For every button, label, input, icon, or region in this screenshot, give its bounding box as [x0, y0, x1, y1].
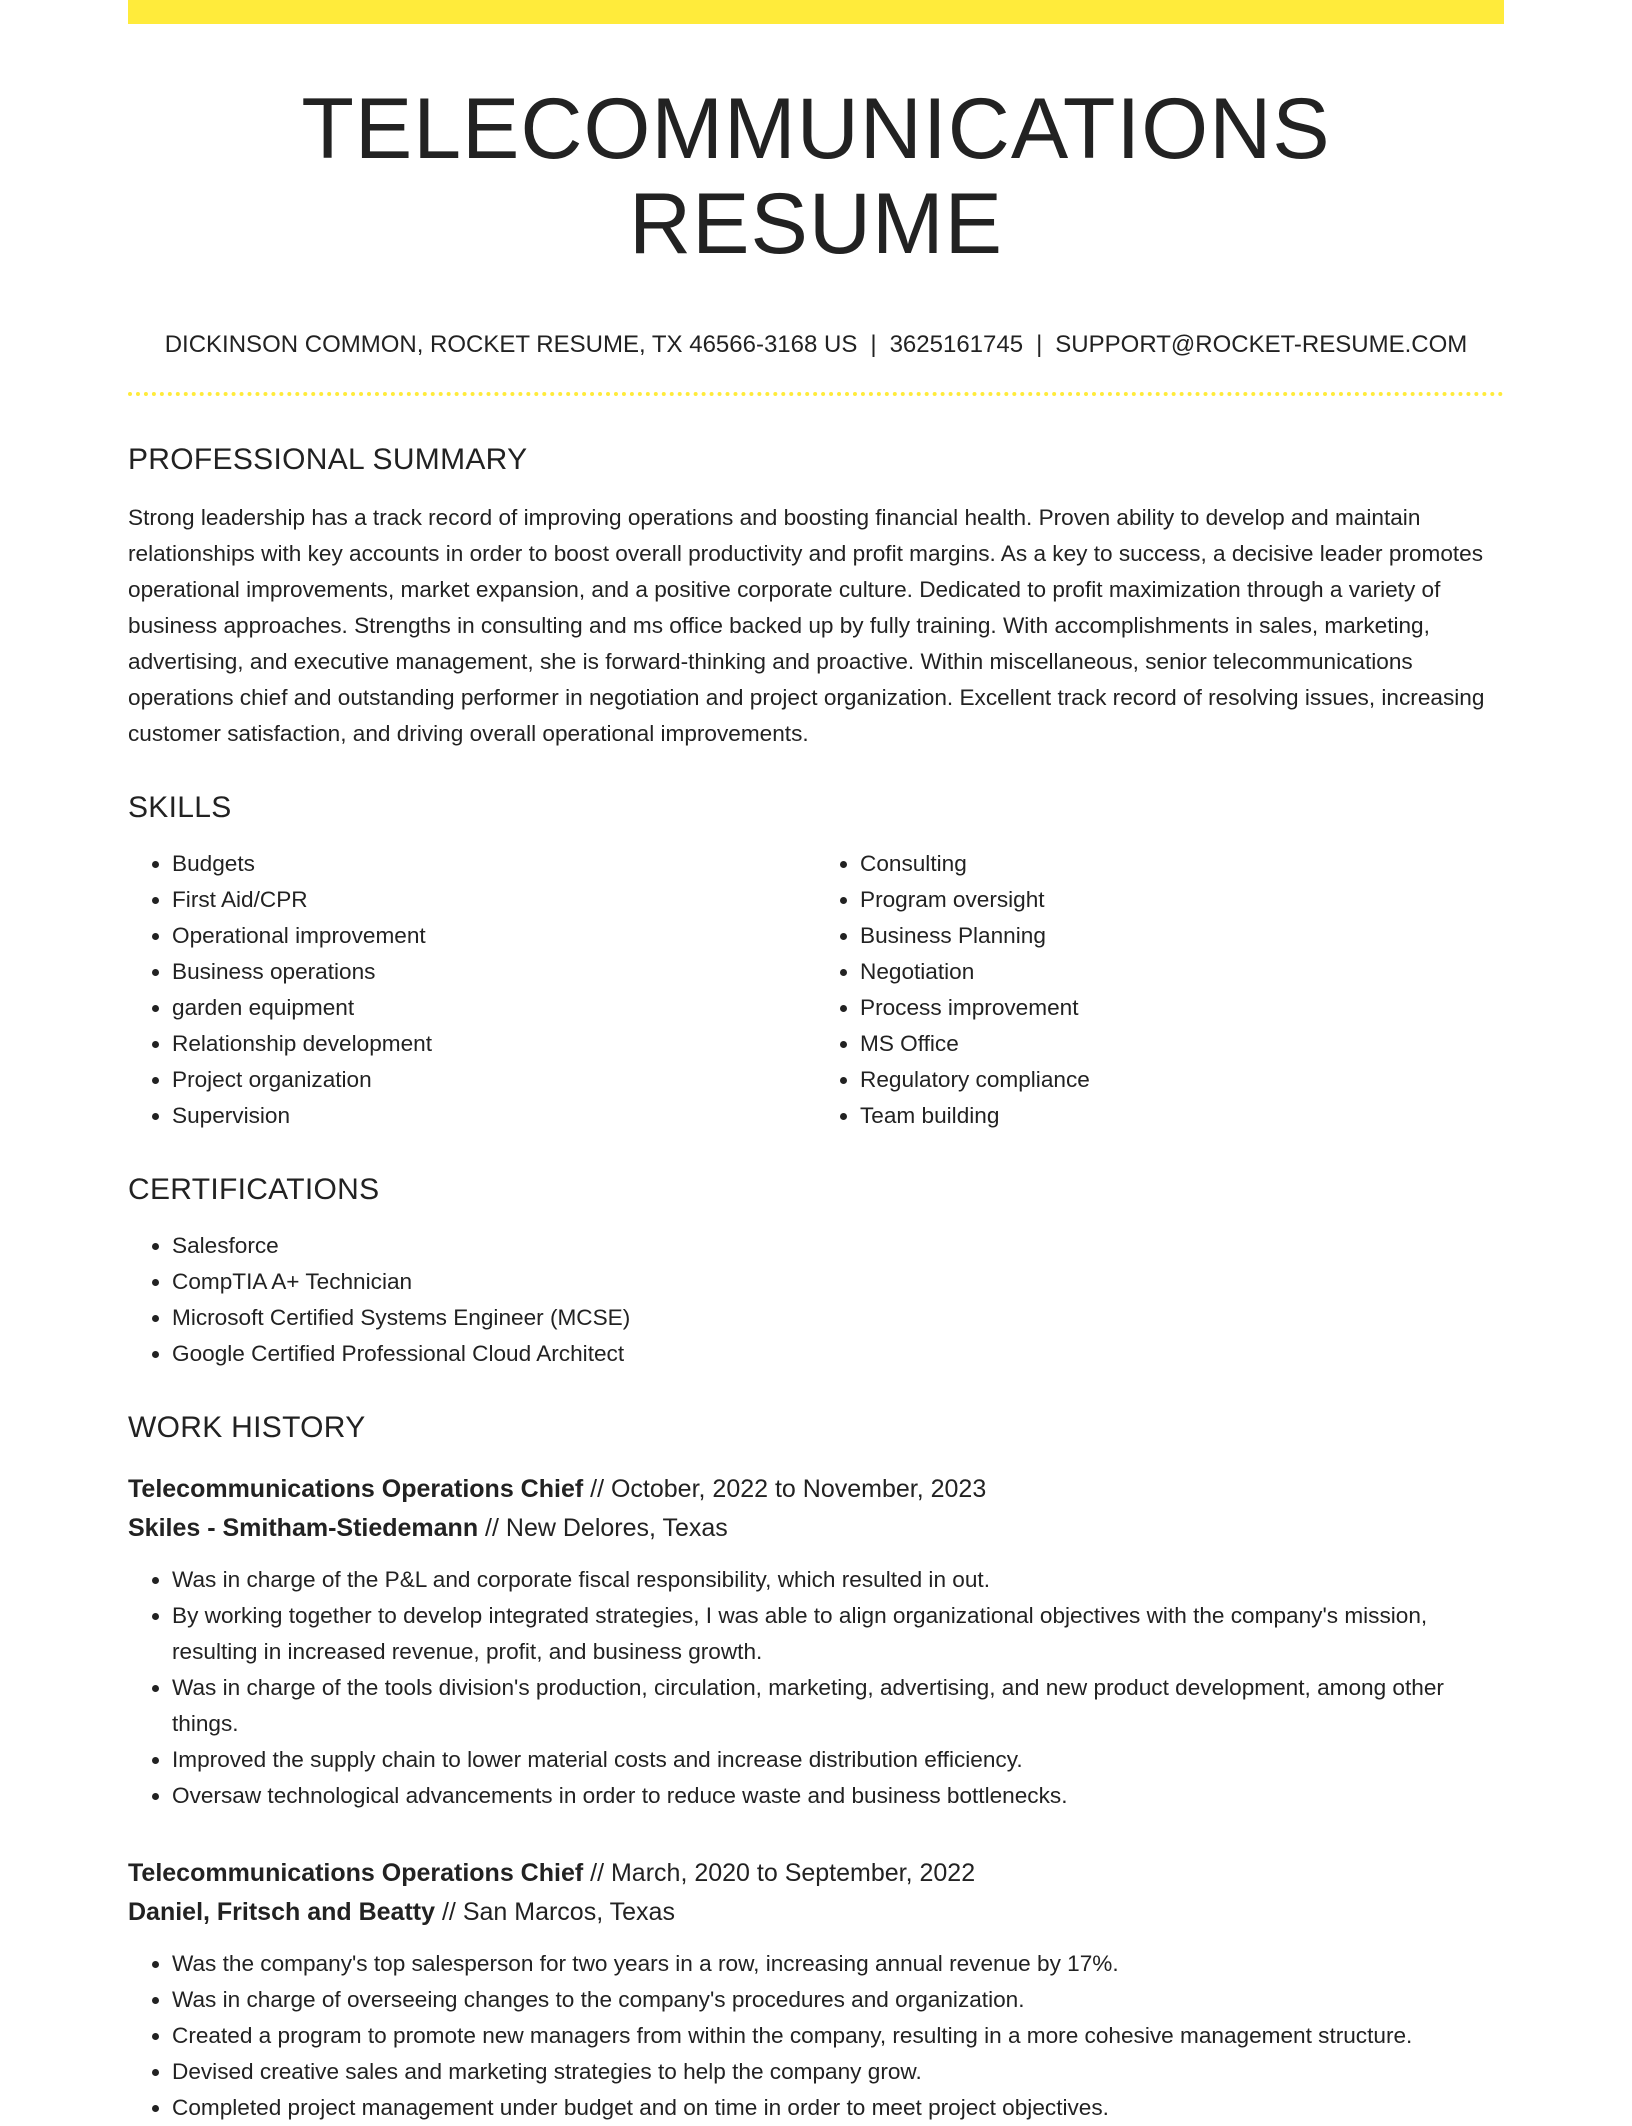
job-bullets — [128, 1946, 1504, 2126]
skills-list — [128, 826, 1504, 1134]
job-entry — [128, 1470, 1504, 1814]
skill-item: • Team building — [860, 1098, 1504, 1134]
job-role: Telecommunications Operations Chief — [128, 1858, 584, 1887]
job-bullet: • Completed project management under budget and on time in order to meet project objectives. — [172, 2090, 1504, 2126]
job-title-line — [128, 1854, 1504, 1893]
job-separator: // — [478, 1513, 506, 1542]
certification-item: • Microsoft Certified Systems Engineer (MCSE) — [172, 1300, 1504, 1336]
summary-heading: PROFESSIONAL SUMMARY — [128, 442, 528, 476]
certifications-heading: CERTIFICATIONS — [128, 1172, 380, 1206]
job-bullet: • Improved the supply chain to lower material costs and increase distribution efficiency. — [172, 1742, 1504, 1778]
job-company: Skiles - Smitham-Stiedemann — [128, 1513, 479, 1542]
skill-item: • Project organization — [172, 1062, 816, 1098]
skill-item: • Program oversight — [860, 882, 1504, 918]
certification-item: • CompTIA A+ Technician — [172, 1264, 1504, 1300]
job-bullet: • Devised creative sales and marketing strategies to help the company grow. — [172, 2054, 1504, 2090]
contact-line — [128, 331, 1504, 360]
certifications-list — [128, 1228, 1504, 1372]
work-history-heading: WORK HISTORY — [128, 1410, 366, 1444]
contact-email: SUPPORT@ROCKET-RESUME.COM — [1055, 331, 1468, 359]
skill-item: • Operational improvement — [172, 918, 816, 954]
job-bullets — [128, 1562, 1504, 1814]
skill-item: • Consulting — [860, 846, 1504, 882]
certification-item: • Google Certified Professional Cloud Architect — [172, 1336, 1504, 1372]
job-bullet: • By working together to develop integrated strategies, I was able to align organizational objectives with the company's mission, resulting in increased revenue, profit, and business growth. — [172, 1598, 1504, 1670]
skill-item: • Business operations — [172, 954, 816, 990]
job-bullet: • Was in charge of overseeing changes to the company's procedures and organization. — [172, 1982, 1504, 2018]
job-dates: October, 2022 to November, 2023 — [610, 1474, 987, 1503]
job-bullet: • Was the company's top salesperson for two years in a row, increasing annual revenue by 17%. — [172, 1946, 1504, 1982]
certification-item: • Salesforce — [172, 1228, 1504, 1264]
skill-item: • Supervision — [172, 1098, 816, 1134]
skill-item: • garden equipment — [172, 990, 816, 1026]
job-company-line — [128, 1509, 1504, 1548]
job-location: San Marcos, Texas — [462, 1897, 675, 1926]
dotted-divider — [128, 392, 1504, 396]
job-bullet: • Oversaw technological advancements in order to reduce waste and business bottlenecks. — [172, 1778, 1504, 1814]
summary-text: Strong leadership has a track record of improving operations and boosting financial health. Proven ability to develop and maintain relationships with key accounts in order to boost overall productivity and profit margins. As a key to success, a decisive leader promotes operational improvements, market expansion, and a positive corporate culture. Dedicated to profit maximization through a variety of business approaches. Strengths in consulting and ms office backed up by fully training. With accomplishments in sales, marketing, advertising, and executive management, she is forward-thinking and proactive. Within miscellaneous, senior telecommunications operations chief and outstanding performer in negotiation and project organization. Excellent track record of resolving issues, increasing customer satisfaction, and driving overall operational improvements. — [128, 504, 1485, 746]
skill-item: • First Aid/CPR — [172, 882, 816, 918]
skill-item: • Relationship development — [172, 1026, 816, 1062]
skill-item: • Business Planning — [860, 918, 1504, 954]
job-company: Daniel, Fritsch and Beatty — [128, 1897, 436, 1926]
job-separator: // — [583, 1474, 611, 1503]
contact-separator: | — [1036, 331, 1043, 359]
job-role: Telecommunications Operations Chief — [128, 1474, 584, 1503]
skill-item: • Budgets — [172, 846, 816, 882]
job-separator: // — [435, 1897, 463, 1926]
job-location: New Delores, Texas — [505, 1513, 728, 1542]
skills-column-left — [128, 826, 816, 1134]
resume-title: TELECOMMUNICATIONS RESUME — [301, 81, 1331, 272]
skill-item: • MS Office — [860, 1026, 1504, 1062]
contact-address: DICKINSON COMMON, ROCKET RESUME, TX 46566-3168 US — [164, 331, 858, 359]
job-company-line — [128, 1893, 1504, 1932]
job-bullet: • Was in charge of the tools division's production, circulation, marketing, advertising, and new product development, among other things. — [172, 1670, 1504, 1742]
contact-separator: | — [870, 331, 877, 359]
skills-column-right — [816, 826, 1504, 1134]
skill-item: • Process improvement — [860, 990, 1504, 1026]
skills-heading: SKILLS — [128, 790, 232, 824]
job-dates: March, 2020 to September, 2022 — [610, 1858, 976, 1887]
job-bullet: • Was in charge of the P&L and corporate fiscal responsibility, which resulted in out. — [172, 1562, 1504, 1598]
skill-item: • Negotiation — [860, 954, 1504, 990]
top-accent-bar — [128, 0, 1504, 24]
job-entry — [128, 1854, 1504, 2126]
job-bullet: • Created a program to promote new managers from within the company, resulting in a more cohesive management structure. — [172, 2018, 1504, 2054]
contact-phone: 3625161745 — [889, 331, 1024, 359]
job-title-line — [128, 1470, 1504, 1509]
job-separator: // — [583, 1858, 611, 1887]
skill-item: • Regulatory compliance — [860, 1062, 1504, 1098]
work-history — [128, 1470, 1504, 2126]
resume-page — [128, 0, 1504, 2126]
